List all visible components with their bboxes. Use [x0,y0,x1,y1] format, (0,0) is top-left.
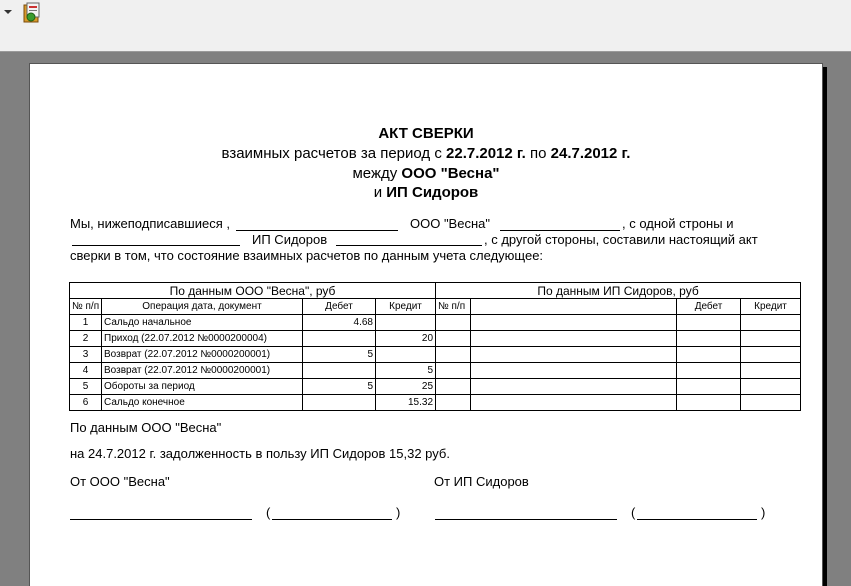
document-export-icon[interactable] [22,2,42,24]
row-operation: Возврат (22.07.2012 №0000200001) [102,347,303,363]
right-group-header: По данным ИП Сидоров, руб [436,283,801,299]
row-cell-empty [436,315,471,331]
signature-left-line [70,519,252,520]
row-debit [303,363,376,379]
row-debit: 5 [303,379,376,395]
row-num: 5 [70,379,102,395]
signature-right-open-paren: ( [631,505,636,520]
dropdown-arrow-icon[interactable] [4,10,12,14]
doc-and [30,184,822,202]
date-to: 24.7.2012 г. [550,145,631,162]
row-cell-empty [677,331,741,347]
row-cell-empty [471,331,677,347]
table-row [70,395,801,411]
intro-line3: сверки в том, что состояние взаимных расчетов по данным учета следующее: [70,248,544,263]
intro-line2-b: , с другой стороны, составили настоящий акт [484,232,758,247]
row-cell-empty [471,363,677,379]
row-operation: Приход (22.07.2012 №0000200004) [102,331,303,347]
row-cell-empty [471,347,677,363]
table-row [70,363,801,379]
col-debit: Дебет [303,299,376,315]
signature-left-open-paren: ( [266,505,271,520]
row-credit: 20 [376,331,436,347]
summary-line1: По данным ООО "Весна" [70,420,222,435]
toolbar [0,0,851,52]
signatory2-position-blank [336,245,482,246]
row-cell-empty [677,347,741,363]
intro-line2-a: ИП Сидоров [252,232,328,247]
col-operation-right [471,299,677,315]
row-num: 1 [70,315,102,331]
row-operation: Сальдо конечное [102,395,303,411]
table-column-header [70,299,801,315]
doc-period [30,145,822,163]
row-num: 4 [70,363,102,379]
row-cell-empty [741,363,801,379]
row-credit: 25 [376,379,436,395]
row-credit [376,347,436,363]
row-cell-empty [471,379,677,395]
row-cell-empty [436,331,471,347]
period-prefix: взаимных расчетов за период с [221,145,442,162]
table-group-header [70,283,801,299]
row-cell-empty [741,347,801,363]
party2: ИП Сидоров [386,184,479,201]
table-row [70,379,801,395]
col-credit-right: Кредит [741,299,801,315]
row-cell-empty [436,363,471,379]
table-row [70,347,801,363]
row-debit [303,395,376,411]
row-debit: 5 [303,347,376,363]
row-cell-empty [436,379,471,395]
row-cell-empty [471,315,677,331]
row-cell-empty [741,331,801,347]
col-operation: Операция дата, документ [102,299,303,315]
row-cell-empty [436,395,471,411]
date-from: 22.7.2012 г. [446,145,526,162]
signature-right-close-paren: ) [761,505,766,520]
doc-title: АКТ СВЕРКИ [378,125,474,142]
row-cell-empty [436,347,471,363]
signature-right-label: От ИП Сидоров [434,474,529,489]
table-row [70,315,801,331]
row-cell-empty [677,315,741,331]
intro-line1-c: , с одной строны и [622,216,734,231]
document-page [29,63,823,586]
row-cell-empty [471,395,677,411]
signature-left-label: От ООО "Весна" [70,474,170,489]
table-row [70,331,801,347]
signatory2-blank [72,245,240,246]
period-to-word: по [530,145,547,162]
party1: ООО "Весна" [401,165,500,182]
col-num-right: № п/п [436,299,471,315]
signature-left-close-paren: ) [396,505,401,520]
signatory1-position-blank [500,230,620,231]
row-credit: 15.32 [376,395,436,411]
row-credit: 5 [376,363,436,379]
left-group-header: По данным ООО "Весна", руб [70,283,436,299]
reconciliation-table [69,282,801,411]
between-prefix: между [352,165,398,182]
intro-line1-a: Мы, нижеподписавшиеся , [70,216,230,231]
col-debit-right: Дебет [677,299,741,315]
row-debit: 4.68 [303,315,376,331]
and-prefix: и [373,184,383,201]
row-operation: Обороты за период [102,379,303,395]
row-cell-empty [741,395,801,411]
row-cell-empty [741,315,801,331]
intro-line1-b: ООО "Весна" [410,216,490,231]
signature-right-name-line [637,519,757,520]
row-cell-empty [677,395,741,411]
row-operation: Возврат (22.07.2012 №0000200001) [102,363,303,379]
signature-right-line [435,519,617,520]
row-operation: Сальдо начальное [102,315,303,331]
row-num: 3 [70,347,102,363]
row-credit [376,315,436,331]
row-num: 2 [70,331,102,347]
row-cell-empty [677,363,741,379]
col-credit: Кредит [376,299,436,315]
row-cell-empty [741,379,801,395]
summary-line2: на 24.7.2012 г. задолженность в пользу ИП Сидоров 15,32 руб. [70,446,450,461]
col-num: № п/п [70,299,102,315]
signature-left-name-line [272,519,392,520]
signatory1-blank [236,230,398,231]
row-cell-empty [677,379,741,395]
row-num: 6 [70,395,102,411]
row-debit [303,331,376,347]
doc-between [30,165,822,183]
